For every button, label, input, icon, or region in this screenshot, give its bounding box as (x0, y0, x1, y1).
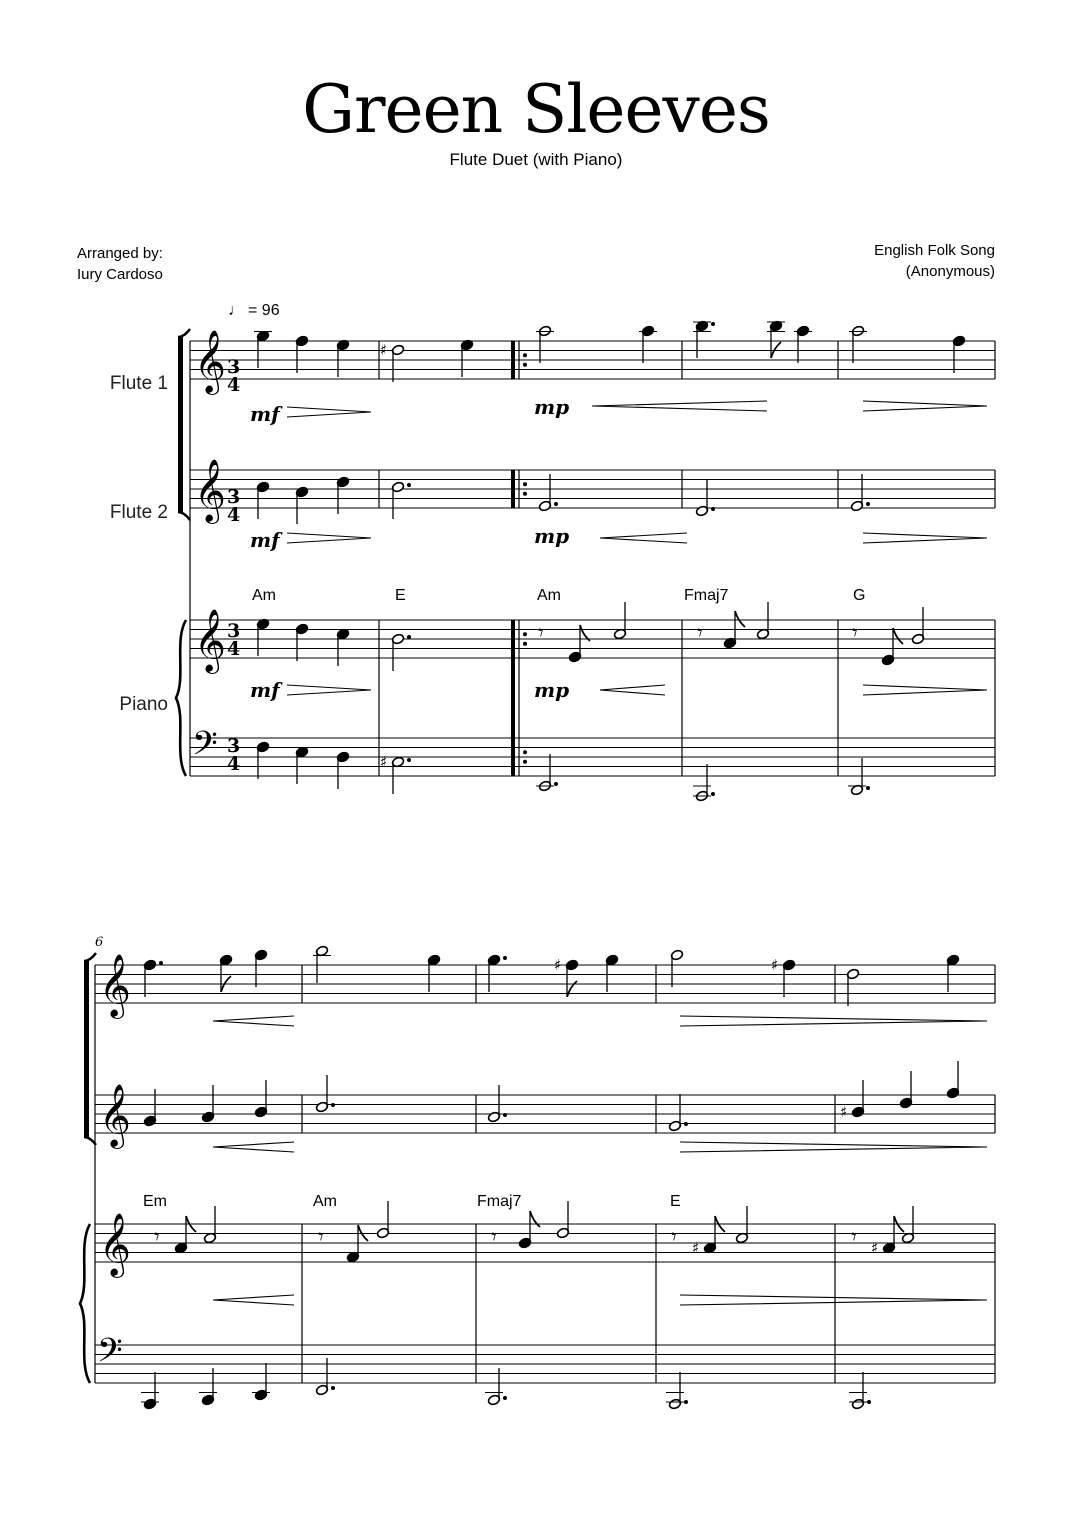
dynamic-mp: mp (534, 524, 570, 548)
hairpins (213, 401, 987, 1305)
hairpin-decrescendo (863, 533, 987, 543)
sharp-icon: ♯ (771, 956, 779, 974)
augmentation-dot (407, 758, 411, 762)
instrument-label-flute2: Flute 2 (109, 502, 168, 523)
time-signatures (227, 356, 240, 775)
augmentation-dot (866, 502, 870, 506)
dynamics (250, 395, 569, 702)
repeat-dot (523, 750, 527, 754)
augmentation-dot (407, 635, 411, 639)
augmentation-dot (867, 1400, 871, 1404)
treble-clef-icon: 𝄞 (194, 608, 226, 672)
augmentation-dot (331, 1103, 335, 1107)
hairpin-decrescendo (680, 1016, 987, 1026)
treble-clef-icon: 𝄞 (99, 1212, 131, 1276)
time-sig-top: 3 (227, 356, 241, 378)
eighth-rest-icon: 𝄾 (852, 621, 858, 646)
bracket-hook (84, 953, 96, 961)
bracket-hook (178, 512, 190, 520)
composer-line2: (Anonymous) (905, 263, 995, 280)
chord-symbol: Fmaj7 (477, 1193, 522, 1210)
treble-clef-icon: 𝄞 (99, 1083, 131, 1147)
treble-clef-icon: 𝄞 (194, 458, 226, 522)
hairpin-decrescendo (680, 1295, 987, 1305)
time-sig-bottom: 4 (227, 374, 241, 396)
chord-symbol: E (670, 1193, 681, 1210)
augmentation-dot (684, 1122, 688, 1126)
augmentation-dot (684, 1400, 688, 1404)
hairpin-crescendo (592, 401, 767, 411)
augmentation-dot (503, 956, 507, 960)
chord-symbol: Am (252, 587, 276, 604)
note-flag (567, 981, 577, 997)
chord-symbol: Fmaj7 (684, 587, 729, 604)
augmentation-dot (711, 322, 715, 326)
augmentation-dot (711, 792, 715, 796)
eighth-rest-icon: 𝄾 (697, 621, 703, 646)
sharp-icon: ♯ (692, 1239, 700, 1257)
hairpin-crescendo (213, 1142, 294, 1152)
bracket-hook (84, 1137, 96, 1145)
dynamic-mp: mp (534, 395, 570, 419)
sharp-icon: ♯ (871, 1239, 879, 1257)
time-sig-top: 3 (227, 620, 241, 642)
page-subtitle: Flute Duet (with Piano) (449, 150, 623, 169)
eighth-rest-icon: 𝄾 (491, 1225, 497, 1250)
bracket (84, 961, 89, 1137)
chord-symbol: Am (313, 1193, 337, 1210)
eighth-rest-icon: 𝄾 (851, 1225, 857, 1250)
hairpin-decrescendo (680, 1142, 987, 1152)
repeat-dot (523, 760, 527, 764)
repeat-dot (523, 353, 527, 357)
page-title: Green Sleeves (302, 71, 770, 148)
hairpin-crescendo (600, 685, 665, 695)
chord-symbol: Am (537, 587, 561, 604)
piano-brace (176, 620, 186, 776)
bracket-hook (178, 329, 190, 337)
measure-number: 6 (95, 935, 104, 950)
eighth-rest-icon: 𝄾 (538, 621, 544, 646)
hairpin-crescendo (600, 533, 687, 543)
sharp-icon: ♯ (380, 341, 388, 359)
treble-clef-icon: 𝄞 (99, 953, 131, 1017)
sharp-icon: ♯ (554, 956, 562, 974)
time-sig-bottom: 4 (227, 753, 241, 775)
dynamic-mf: mf (250, 528, 280, 552)
chord-symbol: G (853, 587, 866, 604)
sharp-icon: ♯ (840, 1103, 848, 1121)
arranger-name: Iury Cardoso (77, 266, 163, 283)
time-sig-top: 3 (227, 486, 241, 508)
tempo-value: = 96 (248, 302, 280, 319)
notes (141, 320, 966, 1410)
repeat-dot (523, 363, 527, 367)
augmentation-dot (503, 1113, 507, 1117)
dynamic-mf: mf (250, 678, 280, 702)
augmentation-dot (159, 961, 163, 965)
repeat-dot (523, 642, 527, 646)
bass-clef-icon: 𝄢 (192, 725, 218, 771)
note-flag (530, 1211, 540, 1227)
arranger-label: Arranged by: (77, 245, 163, 262)
instrument-label-piano: Piano (119, 694, 168, 715)
eighth-rest-icon: 𝄾 (154, 1225, 160, 1250)
time-sig-bottom: 4 (227, 504, 241, 526)
clefs (97, 330, 226, 1379)
repeat-dot (523, 492, 527, 496)
eighth-rest-icon: 𝄾 (671, 1225, 677, 1250)
augmentation-dot (331, 1386, 335, 1390)
piano-brace (80, 1224, 90, 1383)
quarter-note-icon: ♩ (228, 302, 244, 319)
hairpin-decrescendo (863, 685, 987, 695)
hairpin-decrescendo (287, 533, 371, 543)
augmentation-dot (407, 483, 411, 487)
hairpin-decrescendo (287, 407, 371, 417)
hairpin-decrescendo (287, 685, 371, 695)
augmentation-dot (503, 1396, 507, 1400)
time-sig-bottom: 4 (227, 638, 241, 660)
hairpin-crescendo (213, 1295, 294, 1305)
repeat-dot (523, 632, 527, 636)
eighth-rest-icon: 𝄾 (318, 1225, 324, 1250)
chord-symbol: Em (143, 1193, 167, 1210)
bracket (178, 337, 183, 512)
composer-line1: English Folk Song (874, 242, 995, 259)
chord-symbol: E (395, 587, 406, 604)
treble-clef-icon: 𝄞 (194, 329, 226, 393)
augmentation-dot (866, 786, 870, 790)
hairpin-decrescendo (863, 401, 987, 411)
repeat-dot (523, 482, 527, 486)
bass-clef-icon: 𝄢 (97, 1332, 123, 1378)
note-flag (735, 611, 745, 627)
instrument-label-flute1: Flute 1 (109, 373, 168, 394)
sharp-icon: ♯ (380, 753, 388, 771)
augmentation-dot (554, 502, 558, 506)
note-flag (893, 628, 903, 644)
augmentation-dot (554, 782, 558, 786)
time-sig-top: 3 (227, 735, 241, 757)
hairpin-crescendo (213, 1016, 294, 1026)
dynamic-mf: mf (250, 402, 280, 426)
dynamic-mp: mp (534, 678, 570, 702)
augmentation-dot (711, 507, 715, 511)
system-brackets (80, 329, 190, 1383)
